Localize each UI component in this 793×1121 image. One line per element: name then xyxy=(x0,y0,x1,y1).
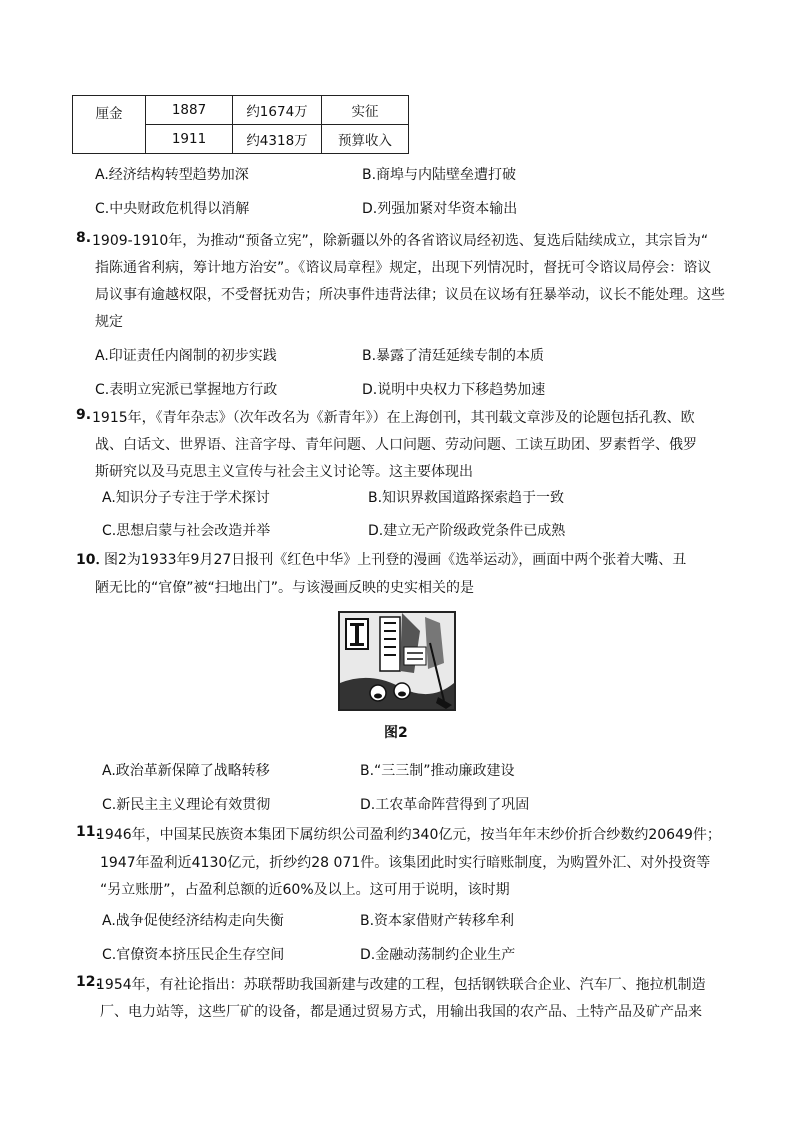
q10-option-c[interactable]: C.新民主主义理论有效贯彻 xyxy=(102,797,271,813)
table-category-cell: 厘金 xyxy=(73,96,146,154)
q8-option-a[interactable]: A.印证责任内阁制的初步实践 xyxy=(95,348,277,364)
q7-option-b[interactable]: B.商埠与内陆壁垒遭打破 xyxy=(362,167,517,183)
q8-option-d[interactable]: D.说明中央权力下移趋势加速 xyxy=(362,382,546,398)
q12-line: 1954年，有社论指出：苏联帮助我国新建与改建的工程，包括钢铁联合企业、汽车厂、拖拉机制造 xyxy=(96,977,706,993)
table-row xyxy=(73,96,409,125)
cartoon-figure xyxy=(338,611,456,711)
q10-line: 图2为1933年9月27日报刊《红色中华》上刊登的漫画《选举运动》，画面中两个张着大嘴、丑 xyxy=(104,552,687,568)
q9-option-d[interactable]: D.建立无产阶级政党条件已成熟 xyxy=(368,523,566,539)
table-year-cell: 1911 xyxy=(146,125,233,154)
q11-number: 11. xyxy=(76,824,101,840)
revenue-table xyxy=(72,95,409,154)
q7-option-d[interactable]: D.列强加紧对华资本输出 xyxy=(362,201,518,217)
q9-number: 9. xyxy=(76,407,92,423)
q12-line: 厂、电力站等，这些厂矿的设备，都是通过贸易方式，用输出我国的农产品、土特产品及矿产品来 xyxy=(100,1004,702,1020)
q9-line: 斯研究以及马克思主义宣传与社会主义讨论等。这主要体现出 xyxy=(95,464,473,480)
q8-option-b[interactable]: B.暴露了清廷延续专制的本质 xyxy=(362,348,545,364)
q10-option-d[interactable]: D.工农革命阵营得到了巩固 xyxy=(360,797,530,813)
table-amount-cell: 约1674万 xyxy=(233,96,322,125)
q10-option-a[interactable]: A.政治革新保障了战略转移 xyxy=(102,763,270,779)
table-amount-cell: 约4318万 xyxy=(233,125,322,154)
q8-number: 8. xyxy=(76,230,92,246)
q11-line: 1947年盈利近4130亿元，折纱约28 071件。该集团此时实行暗账制度，为购置外汇、对外投资等 xyxy=(100,855,711,871)
q8-line: 1909-1910年，为推动“预备立宪”，除新疆以外的各省谘议局经初选、复选后陆续成立，其宗旨为“ xyxy=(92,233,709,249)
q11-option-d[interactable]: D.金融动荡制约企业生产 xyxy=(360,947,516,963)
table-type-cell: 实征 xyxy=(322,96,409,125)
q7-option-c[interactable]: C.中央财政危机得以消解 xyxy=(95,201,250,217)
table-type-cell: 预算收入 xyxy=(322,125,409,154)
q9-line: 1915年，《青年杂志》（次年改名为《新青年》）在上海创刊，其刊载文章涉及的论题包括孔教、欧 xyxy=(92,410,695,426)
q10-option-b[interactable]: B.“三三制”推动廉政建设 xyxy=(360,763,515,779)
q9-option-b[interactable]: B.知识界救国道路探索趋于一致 xyxy=(368,490,565,506)
q7-option-a[interactable]: A.经济结构转型趋势加深 xyxy=(95,167,249,183)
q11-line: 1946年，中国某民族资本集团下属纺织公司盈利约340亿元，按当年年末纱价折合纱数约20649件； xyxy=(96,827,721,843)
q8-line: 指陈通省利病，筹计地方治安”。《谘议局章程》规定，出现下列情况时，督抚可令谘议局停会：谘议 xyxy=(95,260,712,276)
q11-option-b[interactable]: B.资本家借财产转移牟利 xyxy=(360,913,515,929)
q11-option-a[interactable]: A.战争促使经济结构走向失衡 xyxy=(102,913,284,929)
q8-line: 局议事有逾越权限，不受督抚劝告；所决事件违背法律；议员在议场有狂暴举动，议长不能处理。这些 xyxy=(95,287,725,303)
q8-line: 规定 xyxy=(95,314,123,330)
table-year-cell: 1887 xyxy=(146,96,233,125)
q10-line: 陋无比的“官僚”被“扫地出门”。与该漫画反映的史实相关的是 xyxy=(95,580,475,596)
figure-caption: 图2 xyxy=(384,725,408,741)
q9-option-c[interactable]: C.思想启蒙与社会改造并举 xyxy=(102,523,271,539)
q9-line: 战、白话文、世界语、注音字母、青年问题、人口问题、劳动问题、工读互助团、罗素哲学、俄罗 xyxy=(95,437,697,453)
q9-option-a[interactable]: A.知识分子专注于学术探讨 xyxy=(102,490,270,506)
cartoon-illustration xyxy=(340,613,454,709)
q12-number: 12. xyxy=(76,974,101,990)
q11-line: “另立账册”，占盈利总额的近60%及以上。这可用于说明，该时期 xyxy=(100,882,510,898)
q11-option-c[interactable]: C.官僚资本挤压民企生存空间 xyxy=(102,947,285,963)
q10-number: 10． xyxy=(76,552,110,568)
q8-option-c[interactable]: C.表明立宪派已掌握地方行政 xyxy=(95,382,278,398)
